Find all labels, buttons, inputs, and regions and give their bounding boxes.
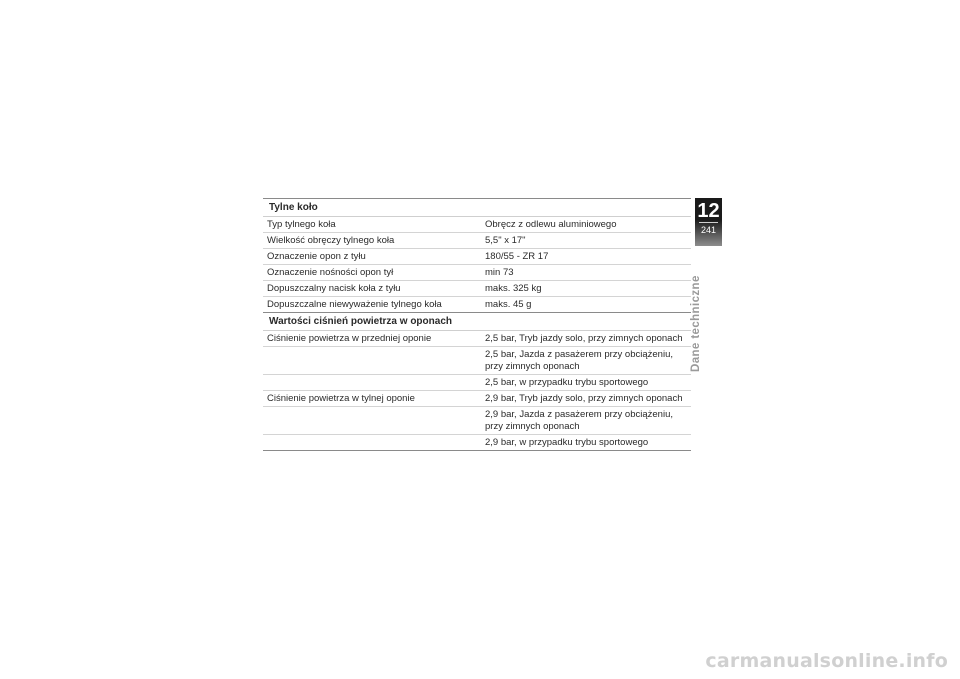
- table-row: [263, 331, 691, 347]
- table-row: [263, 233, 691, 249]
- section-heading-tire-pressure: Wartości ciśnień powietrza w oponach: [263, 312, 691, 331]
- section-heading-rear-wheel: Tylne koło: [263, 199, 691, 217]
- table-row: [263, 407, 691, 435]
- watermark: carmanualsonline.info: [705, 650, 948, 672]
- spec-value: 2,9 bar, w przypadku trybu sportowego: [485, 437, 649, 448]
- spec-label: [263, 435, 479, 450]
- spec-label: Ciśnienie powietrza w tylnej oponie: [267, 393, 415, 404]
- specs-table: [263, 198, 691, 451]
- spec-label: [263, 375, 479, 390]
- chapter-tab: [695, 198, 722, 246]
- spec-value: 2,5 bar, w przypadku trybu sportowego: [485, 377, 649, 388]
- spec-value: 2,5 bar, Tryb jazdy solo, przy zimnych oponach: [485, 333, 683, 344]
- spec-value: 5,5" x 17": [485, 235, 526, 246]
- spec-value: 180/55 - ZR 17: [485, 251, 549, 262]
- table-row: [263, 217, 691, 233]
- table-row: [263, 435, 691, 451]
- spec-value: 2,9 bar, Jazda z pasażerem przy obciążeniu, przy zimnych oponach: [485, 409, 673, 432]
- spec-label: Ciśnienie powietrza w przedniej oponie: [267, 333, 432, 344]
- table-row: [263, 347, 691, 375]
- spec-label: [263, 407, 479, 434]
- spec-label: Dopuszczalny nacisk koła z tyłu: [267, 283, 401, 294]
- table-row: [263, 375, 691, 391]
- spec-label: [263, 347, 479, 374]
- spec-value: 2,5 bar, Jazda z pasażerem przy obciążeniu, przy zimnych oponach: [485, 349, 673, 372]
- spec-value: maks. 45 g: [485, 299, 532, 310]
- table-row: [263, 297, 691, 312]
- spec-label: Typ tylnego koła: [267, 219, 336, 230]
- page-number: 241: [700, 225, 717, 235]
- table-row: [263, 391, 691, 407]
- table-row: [263, 281, 691, 297]
- spec-value: maks. 325 kg: [485, 283, 542, 294]
- spec-label: Wielkość obręczy tylnego koła: [267, 235, 395, 246]
- spec-value: 2,9 bar, Tryb jazdy solo, przy zimnych oponach: [485, 393, 683, 404]
- chapter-tab-divider: [699, 222, 718, 223]
- spec-value: min 73: [485, 267, 514, 278]
- chapter-title: Dane techniczne: [690, 275, 702, 372]
- spec-label: Oznaczenie nośności opon tył: [267, 267, 394, 278]
- spec-label: Oznaczenie opon z tyłu: [267, 251, 366, 262]
- table-row: [263, 265, 691, 281]
- spec-label: Dopuszczalne niewyważenie tylnego koła: [267, 299, 442, 310]
- spec-value: Obręcz z odlewu aluminiowego: [485, 219, 617, 230]
- table-row: [263, 249, 691, 265]
- chapter-number: 12: [697, 200, 720, 222]
